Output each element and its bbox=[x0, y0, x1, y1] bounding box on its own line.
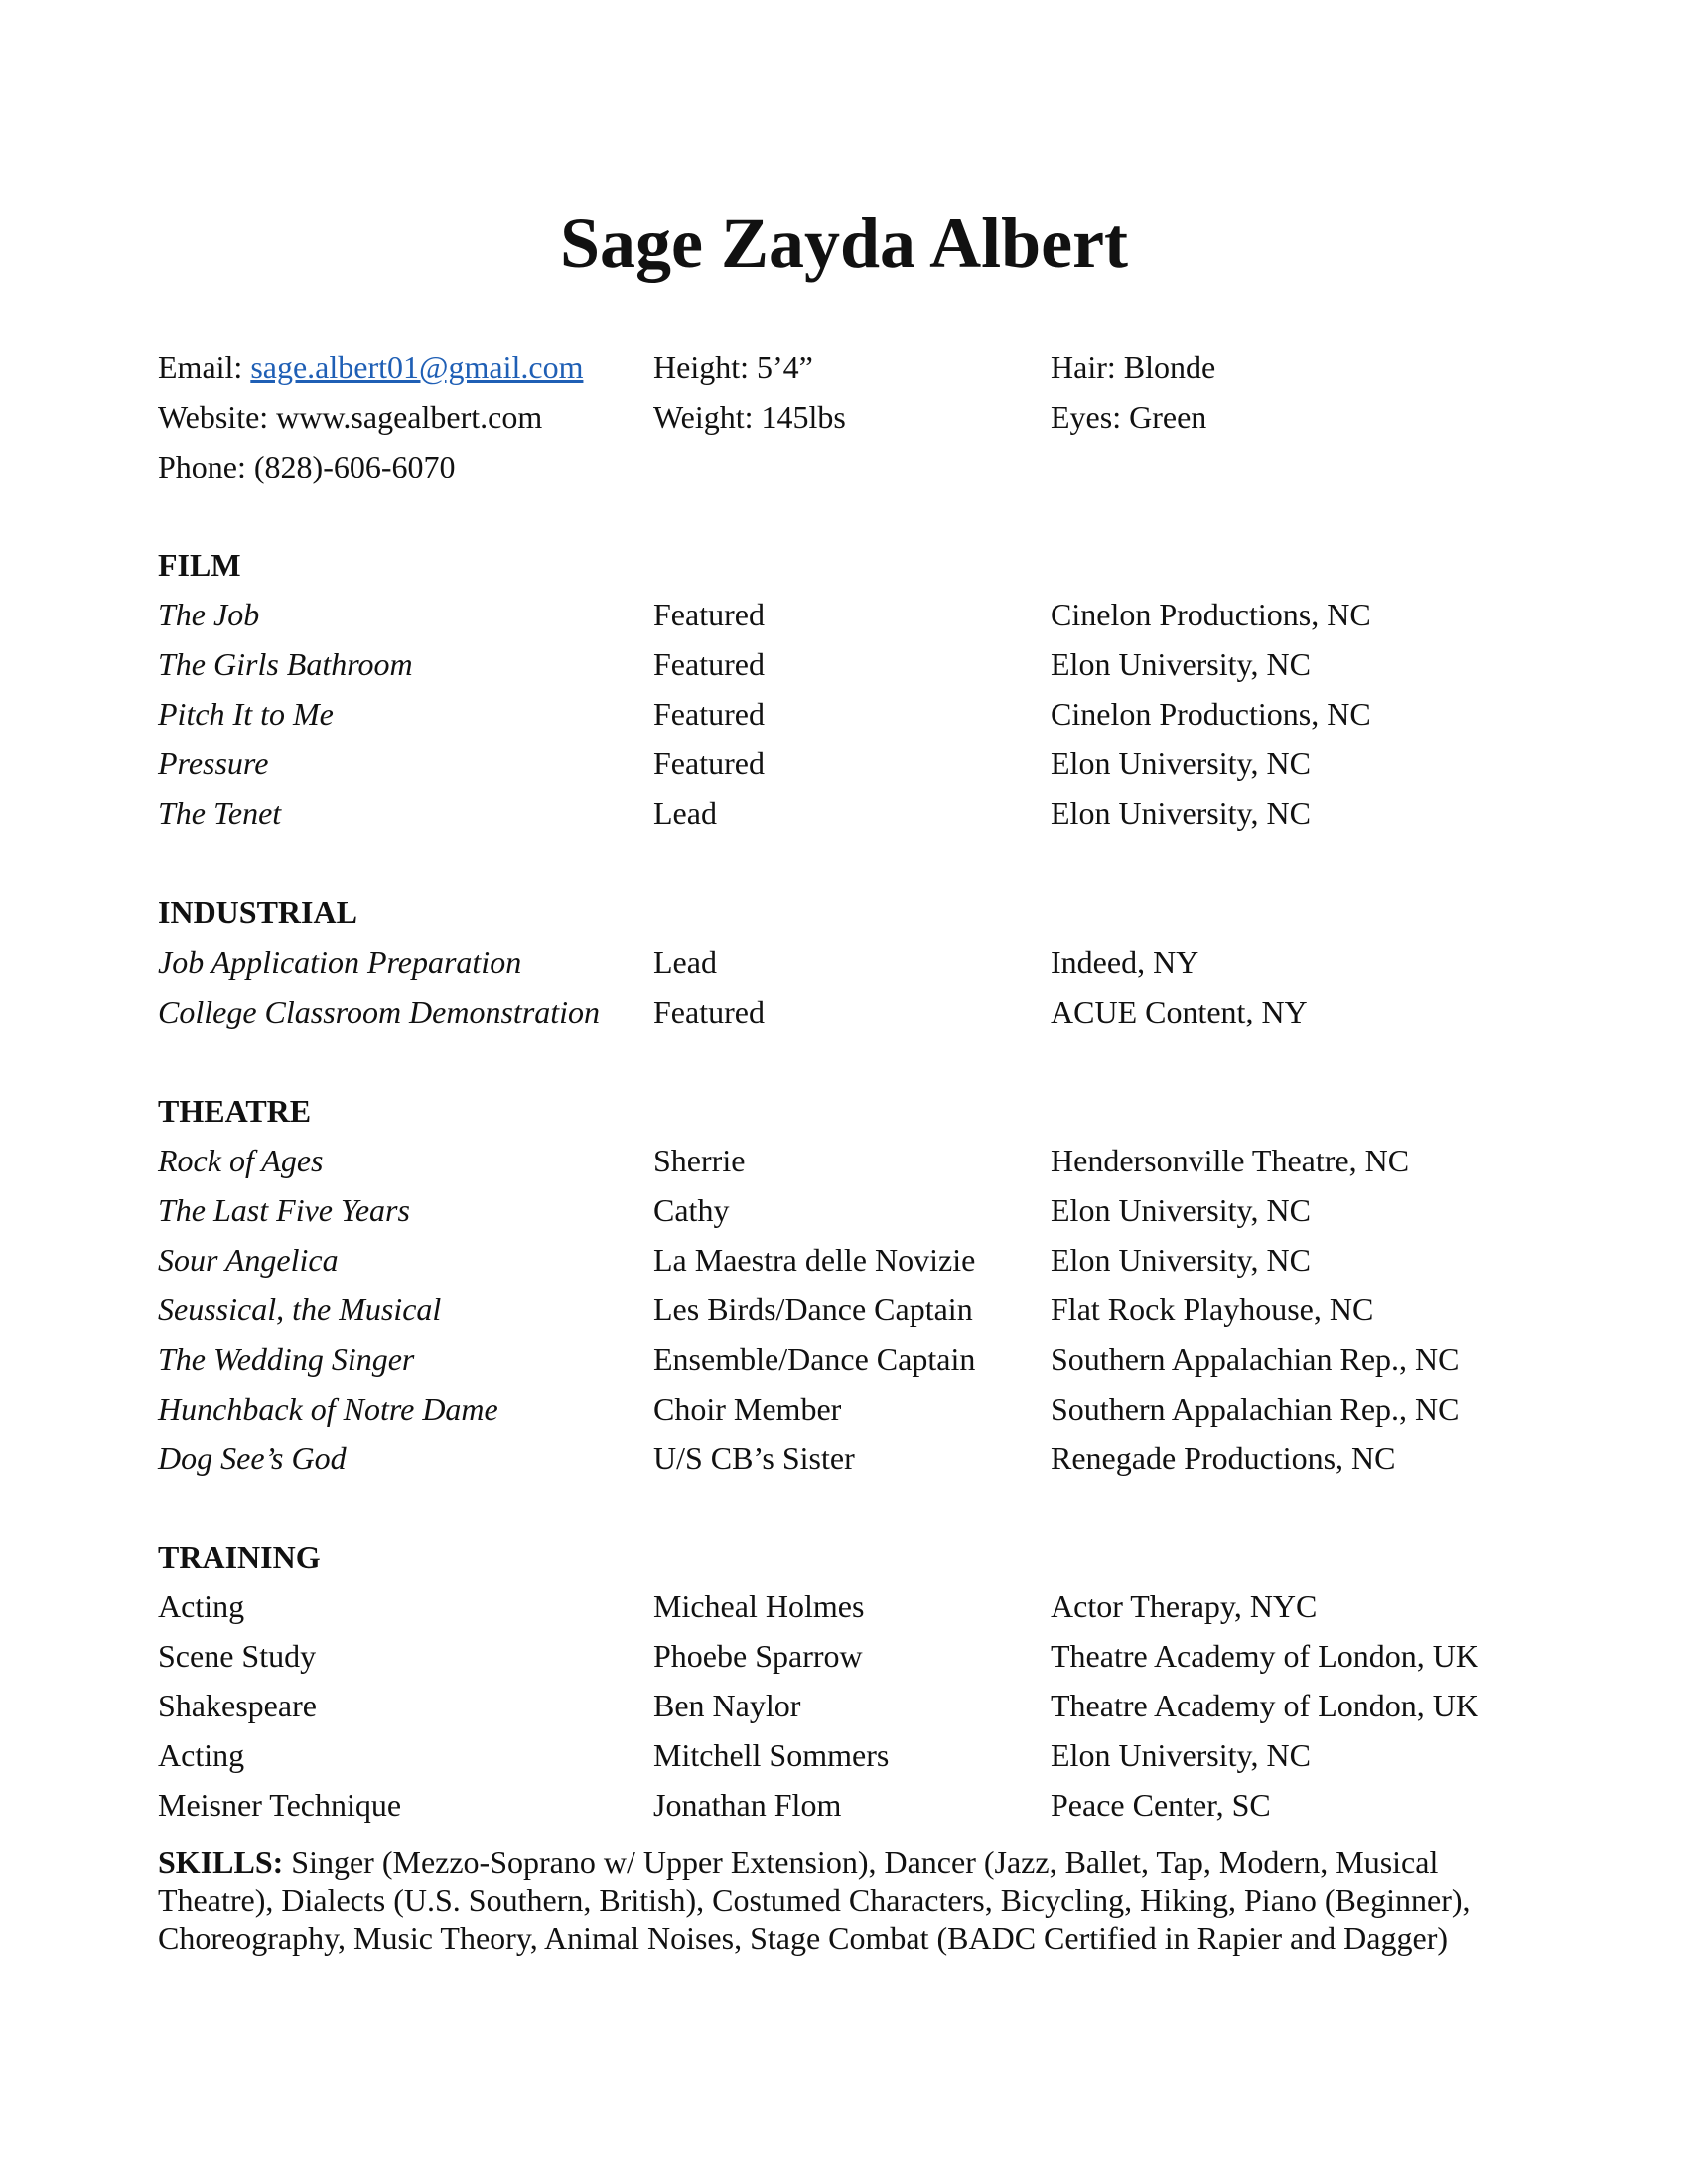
film-title: Pressure bbox=[158, 746, 269, 781]
training-subject: Acting bbox=[158, 1588, 245, 1624]
theatre-company: Southern Appalachian Rep., NC bbox=[1051, 1391, 1460, 1427]
film-role: Featured bbox=[653, 646, 765, 682]
phone-line: Phone: (828)-606-6070 bbox=[158, 449, 456, 484]
theatre-title: The Wedding Singer bbox=[158, 1341, 415, 1377]
theatre-role: Cathy bbox=[653, 1192, 730, 1228]
film-title: The Tenet bbox=[158, 795, 282, 831]
training-subject: Acting bbox=[158, 1737, 245, 1773]
theatre-role: Ensemble/Dance Captain bbox=[653, 1341, 976, 1377]
training-place: Theatre Academy of London, UK bbox=[1051, 1688, 1478, 1723]
training-place: Theatre Academy of London, UK bbox=[1051, 1638, 1478, 1674]
email-line bbox=[158, 347, 583, 387]
training-teacher: Phoebe Sparrow bbox=[653, 1638, 863, 1674]
theatre-role: Les Birds/Dance Captain bbox=[653, 1292, 973, 1327]
theatre-company: Elon University, NC bbox=[1051, 1242, 1311, 1278]
industrial-heading: INDUSTRIAL bbox=[158, 894, 357, 930]
training-teacher: Micheal Holmes bbox=[653, 1588, 865, 1624]
training-teacher: Ben Naylor bbox=[653, 1688, 801, 1723]
training-subject: Shakespeare bbox=[158, 1688, 317, 1723]
film-role: Featured bbox=[653, 746, 765, 781]
industrial-title: College Classroom Demonstration bbox=[158, 994, 601, 1029]
training-place: Peace Center, SC bbox=[1051, 1787, 1271, 1823]
theatre-title: Rock of Ages bbox=[158, 1143, 324, 1178]
training-subject: Scene Study bbox=[158, 1638, 317, 1674]
film-title: The Girls Bathroom bbox=[158, 646, 413, 682]
theatre-company: Flat Rock Playhouse, NC bbox=[1051, 1292, 1374, 1327]
theatre-heading: THEATRE bbox=[158, 1093, 312, 1129]
film-company: Elon University, NC bbox=[1051, 795, 1311, 831]
training-place: Elon University, NC bbox=[1051, 1737, 1311, 1773]
theatre-company: Elon University, NC bbox=[1051, 1192, 1311, 1228]
film-company: Elon University, NC bbox=[1051, 646, 1311, 682]
resume-name: Sage Zayda Albert bbox=[559, 204, 1129, 283]
theatre-title: Sour Angelica bbox=[158, 1242, 339, 1278]
theatre-title: Seussical, the Musical bbox=[158, 1292, 442, 1327]
film-title: Pitch It to Me bbox=[158, 696, 334, 732]
film-role: Featured bbox=[653, 597, 765, 632]
email-label: Email: bbox=[158, 349, 251, 385]
film-role: Lead bbox=[653, 795, 717, 831]
training-teacher: Mitchell Sommers bbox=[653, 1737, 890, 1773]
film-heading: FILM bbox=[158, 547, 241, 583]
weight-line: Weight: 145lbs bbox=[653, 399, 846, 435]
training-subject: Meisner Technique bbox=[158, 1787, 402, 1823]
industrial-company: Indeed, NY bbox=[1051, 944, 1199, 980]
film-company: Cinelon Productions, NC bbox=[1051, 597, 1371, 632]
industrial-company: ACUE Content, NY bbox=[1051, 994, 1308, 1029]
eyes-line: Eyes: Green bbox=[1051, 399, 1207, 435]
theatre-company: Renegade Productions, NC bbox=[1051, 1440, 1396, 1476]
email-link[interactable]: sage.albert01@gmail.com bbox=[250, 349, 584, 385]
theatre-role: Choir Member bbox=[653, 1391, 842, 1427]
industrial-title: Job Application Preparation bbox=[158, 944, 522, 980]
hair-line: Hair: Blonde bbox=[1051, 349, 1216, 385]
theatre-title: Dog See’s God bbox=[158, 1440, 347, 1476]
theatre-title: Hunchback of Notre Dame bbox=[158, 1391, 498, 1427]
height-line: Height: 5’4” bbox=[653, 349, 813, 385]
skills-text: Singer (Mezzo-Soprano w/ Upper Extension), Dancer (Jazz, Ballet, Tap, Modern, Musical Theatre), Dialects (U.S. Southern, British), Costumed Characters, Bicycling, Hiking, Piano (Beginner), Choreography, Music Theory, Animal Noises, Stage Combat (BADC Certified in Rapier and Dagger) bbox=[158, 1844, 1471, 1956]
film-title: The Job bbox=[158, 597, 260, 632]
training-teacher: Jonathan Flom bbox=[653, 1787, 842, 1823]
training-place: Actor Therapy, NYC bbox=[1051, 1588, 1318, 1624]
theatre-company: Hendersonville Theatre, NC bbox=[1051, 1143, 1410, 1178]
industrial-role: Featured bbox=[653, 994, 765, 1029]
theatre-role: Sherrie bbox=[653, 1143, 746, 1178]
film-company: Cinelon Productions, NC bbox=[1051, 696, 1371, 732]
theatre-role: La Maestra delle Novizie bbox=[653, 1242, 976, 1278]
website-line: Website: www.sagealbert.com bbox=[158, 399, 543, 435]
industrial-role: Lead bbox=[653, 944, 717, 980]
theatre-role: U/S CB’s Sister bbox=[653, 1440, 855, 1476]
theatre-company: Southern Appalachian Rep., NC bbox=[1051, 1341, 1460, 1377]
film-company: Elon University, NC bbox=[1051, 746, 1311, 781]
skills-paragraph bbox=[158, 1843, 1548, 1957]
theatre-title: The Last Five Years bbox=[158, 1192, 410, 1228]
training-heading: TRAINING bbox=[158, 1539, 321, 1574]
skills-label: SKILLS: bbox=[158, 1844, 284, 1880]
film-role: Featured bbox=[653, 696, 765, 732]
